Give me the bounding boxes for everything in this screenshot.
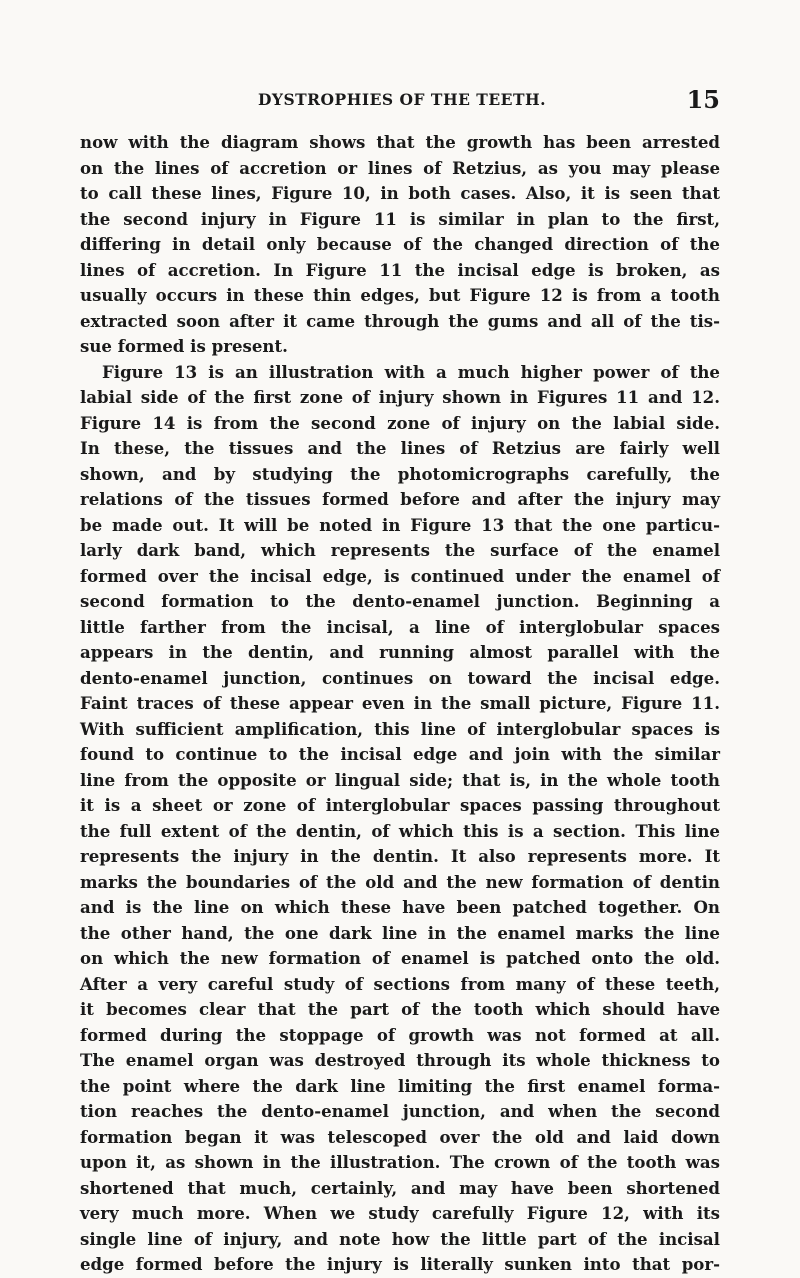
text-line: Figure 14 is from the second zone of injury on the labial side. [80, 412, 720, 433]
text-line: found to continue to the incisal edge and join with the similar [80, 744, 720, 764]
text-line: second formation to the dento-enamel junction. Beginning a [80, 591, 720, 611]
text-line: tion reaches the dento-enamel junction, and when the second [80, 1101, 720, 1121]
paragraph-start-line: Figure 13 is an illustration with a much higher power of the [102, 361, 720, 382]
running-title: DYSTROPHIES OF THE TEETH. [257, 90, 547, 109]
text-line: labial side of the first zone of injury shown in Figures 11 and 12. [80, 387, 720, 407]
text-line: formed over the incisal edge, is continued under the enamel of [80, 565, 720, 586]
text-line: With sufficient amplification, this line of interglobular spaces is [80, 718, 720, 739]
text-line: line from the opposite or lingual side; that is, in the whole tooth [80, 769, 720, 790]
text-line: In these, the tissues and the lines of Retzius are fairly well [80, 438, 720, 458]
text-line: After a very careful study of sections from many of these teeth, [80, 973, 720, 994]
running-header [82, 85, 722, 120]
text-line: extracted soon after it came through the gums and all of the tis- [80, 310, 720, 331]
text-line: on which the new formation of enamel is patched onto the old. [80, 948, 720, 968]
text-line: shown, and by studying the photomicrographs carefully, the [80, 463, 720, 484]
text-line: lines of accretion. In Figure 11 the incisal edge is broken, as [80, 259, 720, 280]
text-line: very much more. When we study carefully Figure 12, with its [80, 1203, 720, 1223]
text-line: on the lines of accretion or lines of Retzius, as you may please [80, 157, 720, 178]
text-line: now with the diagram shows that the growth has been arrested [80, 132, 720, 152]
text-line: the other hand, the one dark line in the enamel marks the line [80, 922, 720, 943]
text-line: the full extent of the dentin, of which this is a section. This line [80, 820, 720, 841]
text-line: to call these lines, Figure 10, in both cases. Also, it is seen that [80, 183, 720, 203]
text-line: be made out. It will be noted in Figure 13 that the one particu- [80, 514, 720, 535]
text-line: represents the injury in the dentin. It also represents more. It [80, 846, 720, 866]
text-line: shortened that much, certainly, and may have been shortened [80, 1177, 720, 1198]
text-line: sue formed is present. [80, 336, 288, 356]
text-line: and is the line on which these have been patched together. On [80, 897, 720, 917]
text-line: formation began it was telescoped over the old and laid down [80, 1126, 720, 1147]
text-line: The enamel organ was destroyed through its whole thickness to [80, 1050, 720, 1070]
text-line: dento-enamel junction, continues on toward the incisal edge. [80, 667, 720, 688]
text-line: usually occurs in these thin edges, but Figure 12 is from a tooth [80, 285, 720, 305]
text-line: it becomes clear that the part of the tooth which should have [80, 999, 720, 1019]
text-line: relations of the tissues formed before and after the injury may [80, 489, 720, 509]
text-line: differing in detail only because of the changed direction of the [80, 234, 720, 254]
page-number: 15 [686, 85, 720, 114]
text-line: single line of injury, and note how the little part of the incisal [80, 1228, 720, 1249]
text-line: upon it, as shown in the illustration. The crown of the tooth was [80, 1152, 720, 1172]
text-line: larly dark band, which represents the surface of the enamel [80, 540, 720, 560]
text-line: it is a sheet or zone of interglobular spaces passing throughout [80, 795, 720, 815]
text-line: Faint traces of these appear even in the small picture, Figure 11. [80, 693, 720, 713]
text-line: the point where the dark line limiting the first enamel forma- [80, 1075, 720, 1096]
text-line: appears in the dentin, and running almost parallel with the [80, 642, 720, 662]
text-line: formed during the stoppage of growth was not formed at all. [80, 1024, 720, 1045]
body-text [80, 130, 720, 1278]
text-line: edge formed before the injury is literally sunken into that por- [80, 1254, 720, 1274]
text-line: little farther from the incisal, a line of interglobular spaces [80, 616, 720, 637]
text-line: the second injury in Figure 11 is similar in plan to the first, [80, 208, 720, 229]
text-line: marks the boundaries of the old and the new formation of dentin [80, 871, 720, 892]
